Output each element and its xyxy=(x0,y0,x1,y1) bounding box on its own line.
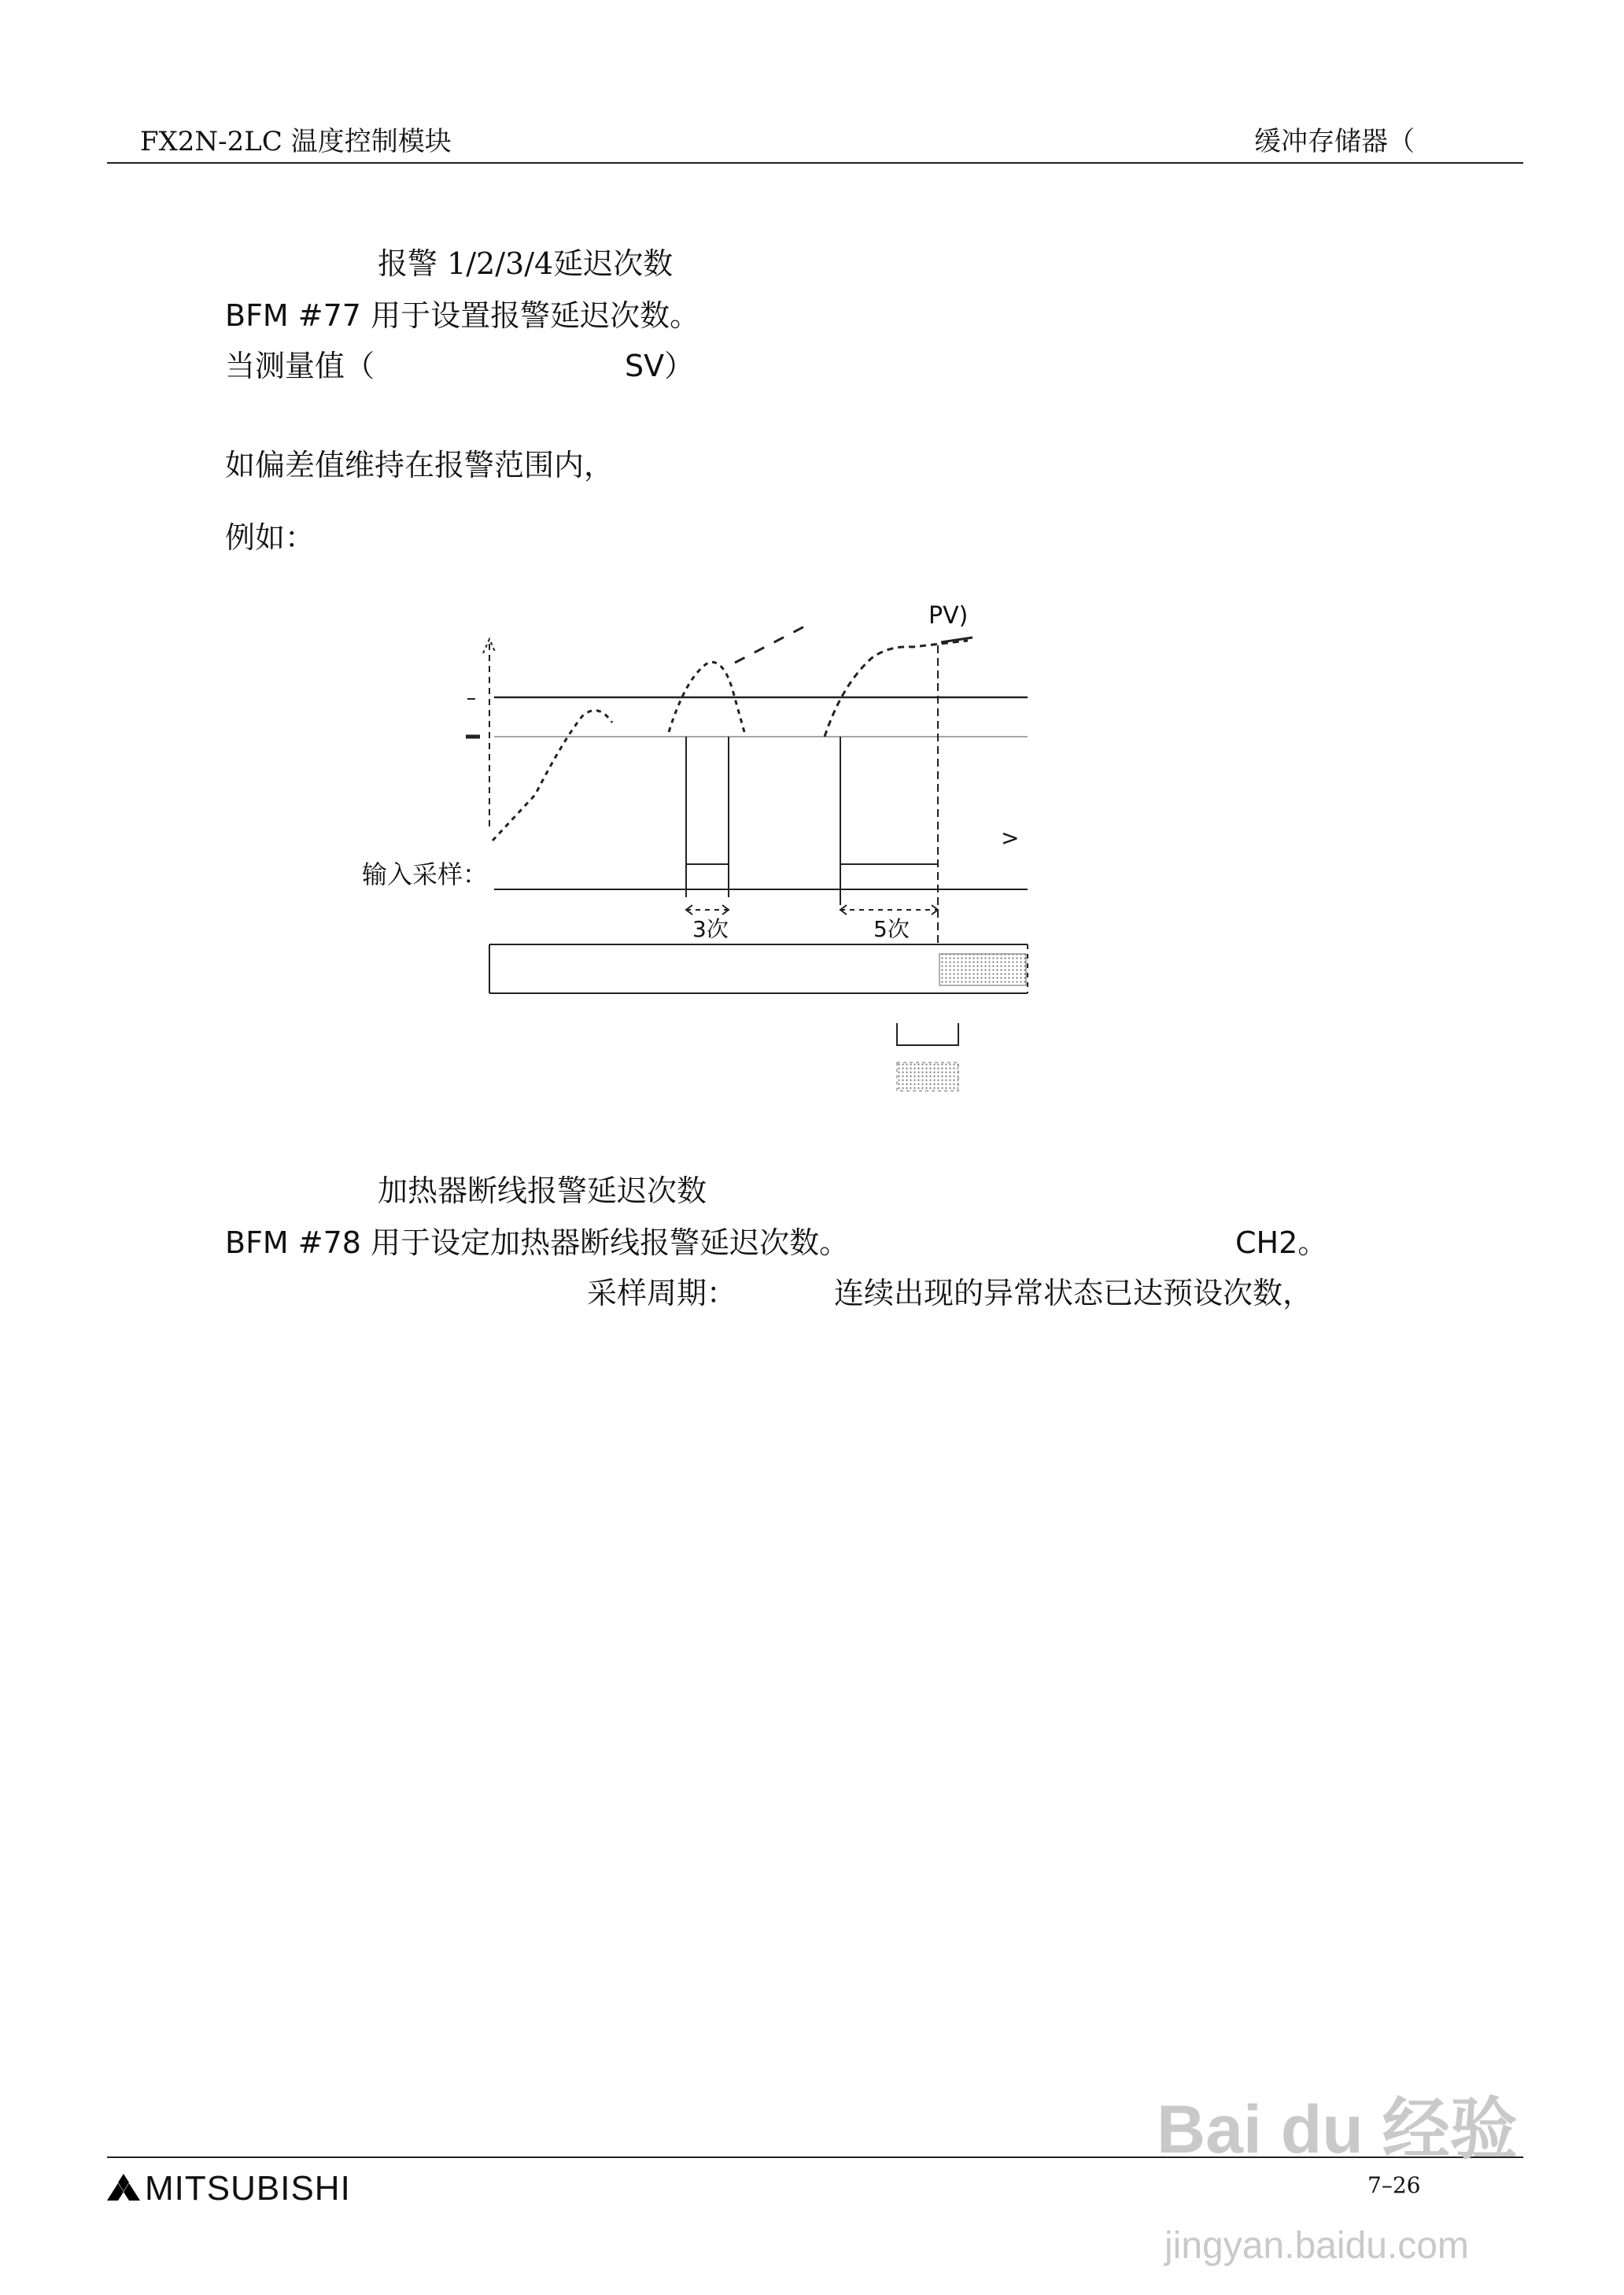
pv-curve-1 xyxy=(493,711,612,841)
pv-curve-3 xyxy=(825,641,968,737)
section2-line1-right: CH2。 xyxy=(1235,1225,1328,1260)
header-left: FX2N-2LC 温度控制模块 xyxy=(140,126,452,157)
section2-title: 加热器断线报警延迟次数 xyxy=(378,1173,707,1208)
input-sampling-label: 输入采样： xyxy=(362,859,489,889)
section1-line2-a: 当测量值（ xyxy=(225,349,375,383)
header-right: 缓冲存储器（ xyxy=(1254,126,1415,157)
section2-line2-a: 采样周期： xyxy=(587,1276,737,1310)
mitsubishi-diamonds-icon xyxy=(105,2174,142,2205)
section1-line2-b: SV） xyxy=(625,349,695,383)
pv-curve-trend xyxy=(735,623,810,663)
section1-line1: BFM #77 用于设置报警延迟次数。 xyxy=(225,298,700,333)
section1-title: 报警 1/2/3/4延迟次数 xyxy=(378,246,674,281)
watermark-url: jingyan.baidu.com xyxy=(1164,2225,1469,2267)
pv-label: PV) xyxy=(928,602,969,630)
legend-off-symbol xyxy=(897,1023,958,1045)
watermark-logo: Bai du 经验 xyxy=(1157,2092,1518,2168)
page-number: 7–26 xyxy=(1367,2172,1421,2198)
section1-line4: 例如： xyxy=(225,520,316,555)
section2-line2-b: 连续出现的异常状态已达预设次数， xyxy=(834,1276,1313,1310)
section1-line3: 如偏差值维持在报警范围内， xyxy=(225,448,615,482)
alarm-output-active xyxy=(939,954,1026,985)
mitsubishi-logo xyxy=(105,2174,142,2205)
right-arrow-glyph: > xyxy=(1001,825,1020,851)
count-label-3: 3次 xyxy=(692,916,729,942)
footer-brand: MITSUBISHI xyxy=(145,2169,351,2208)
alarm-delay-timing-diagram xyxy=(0,0,1624,1141)
legend-on-symbol xyxy=(897,1062,958,1091)
section2-line1: BFM #78 用于设定加热器断线报警延迟次数。 xyxy=(225,1225,850,1260)
count-label-5: 5次 xyxy=(873,916,910,942)
